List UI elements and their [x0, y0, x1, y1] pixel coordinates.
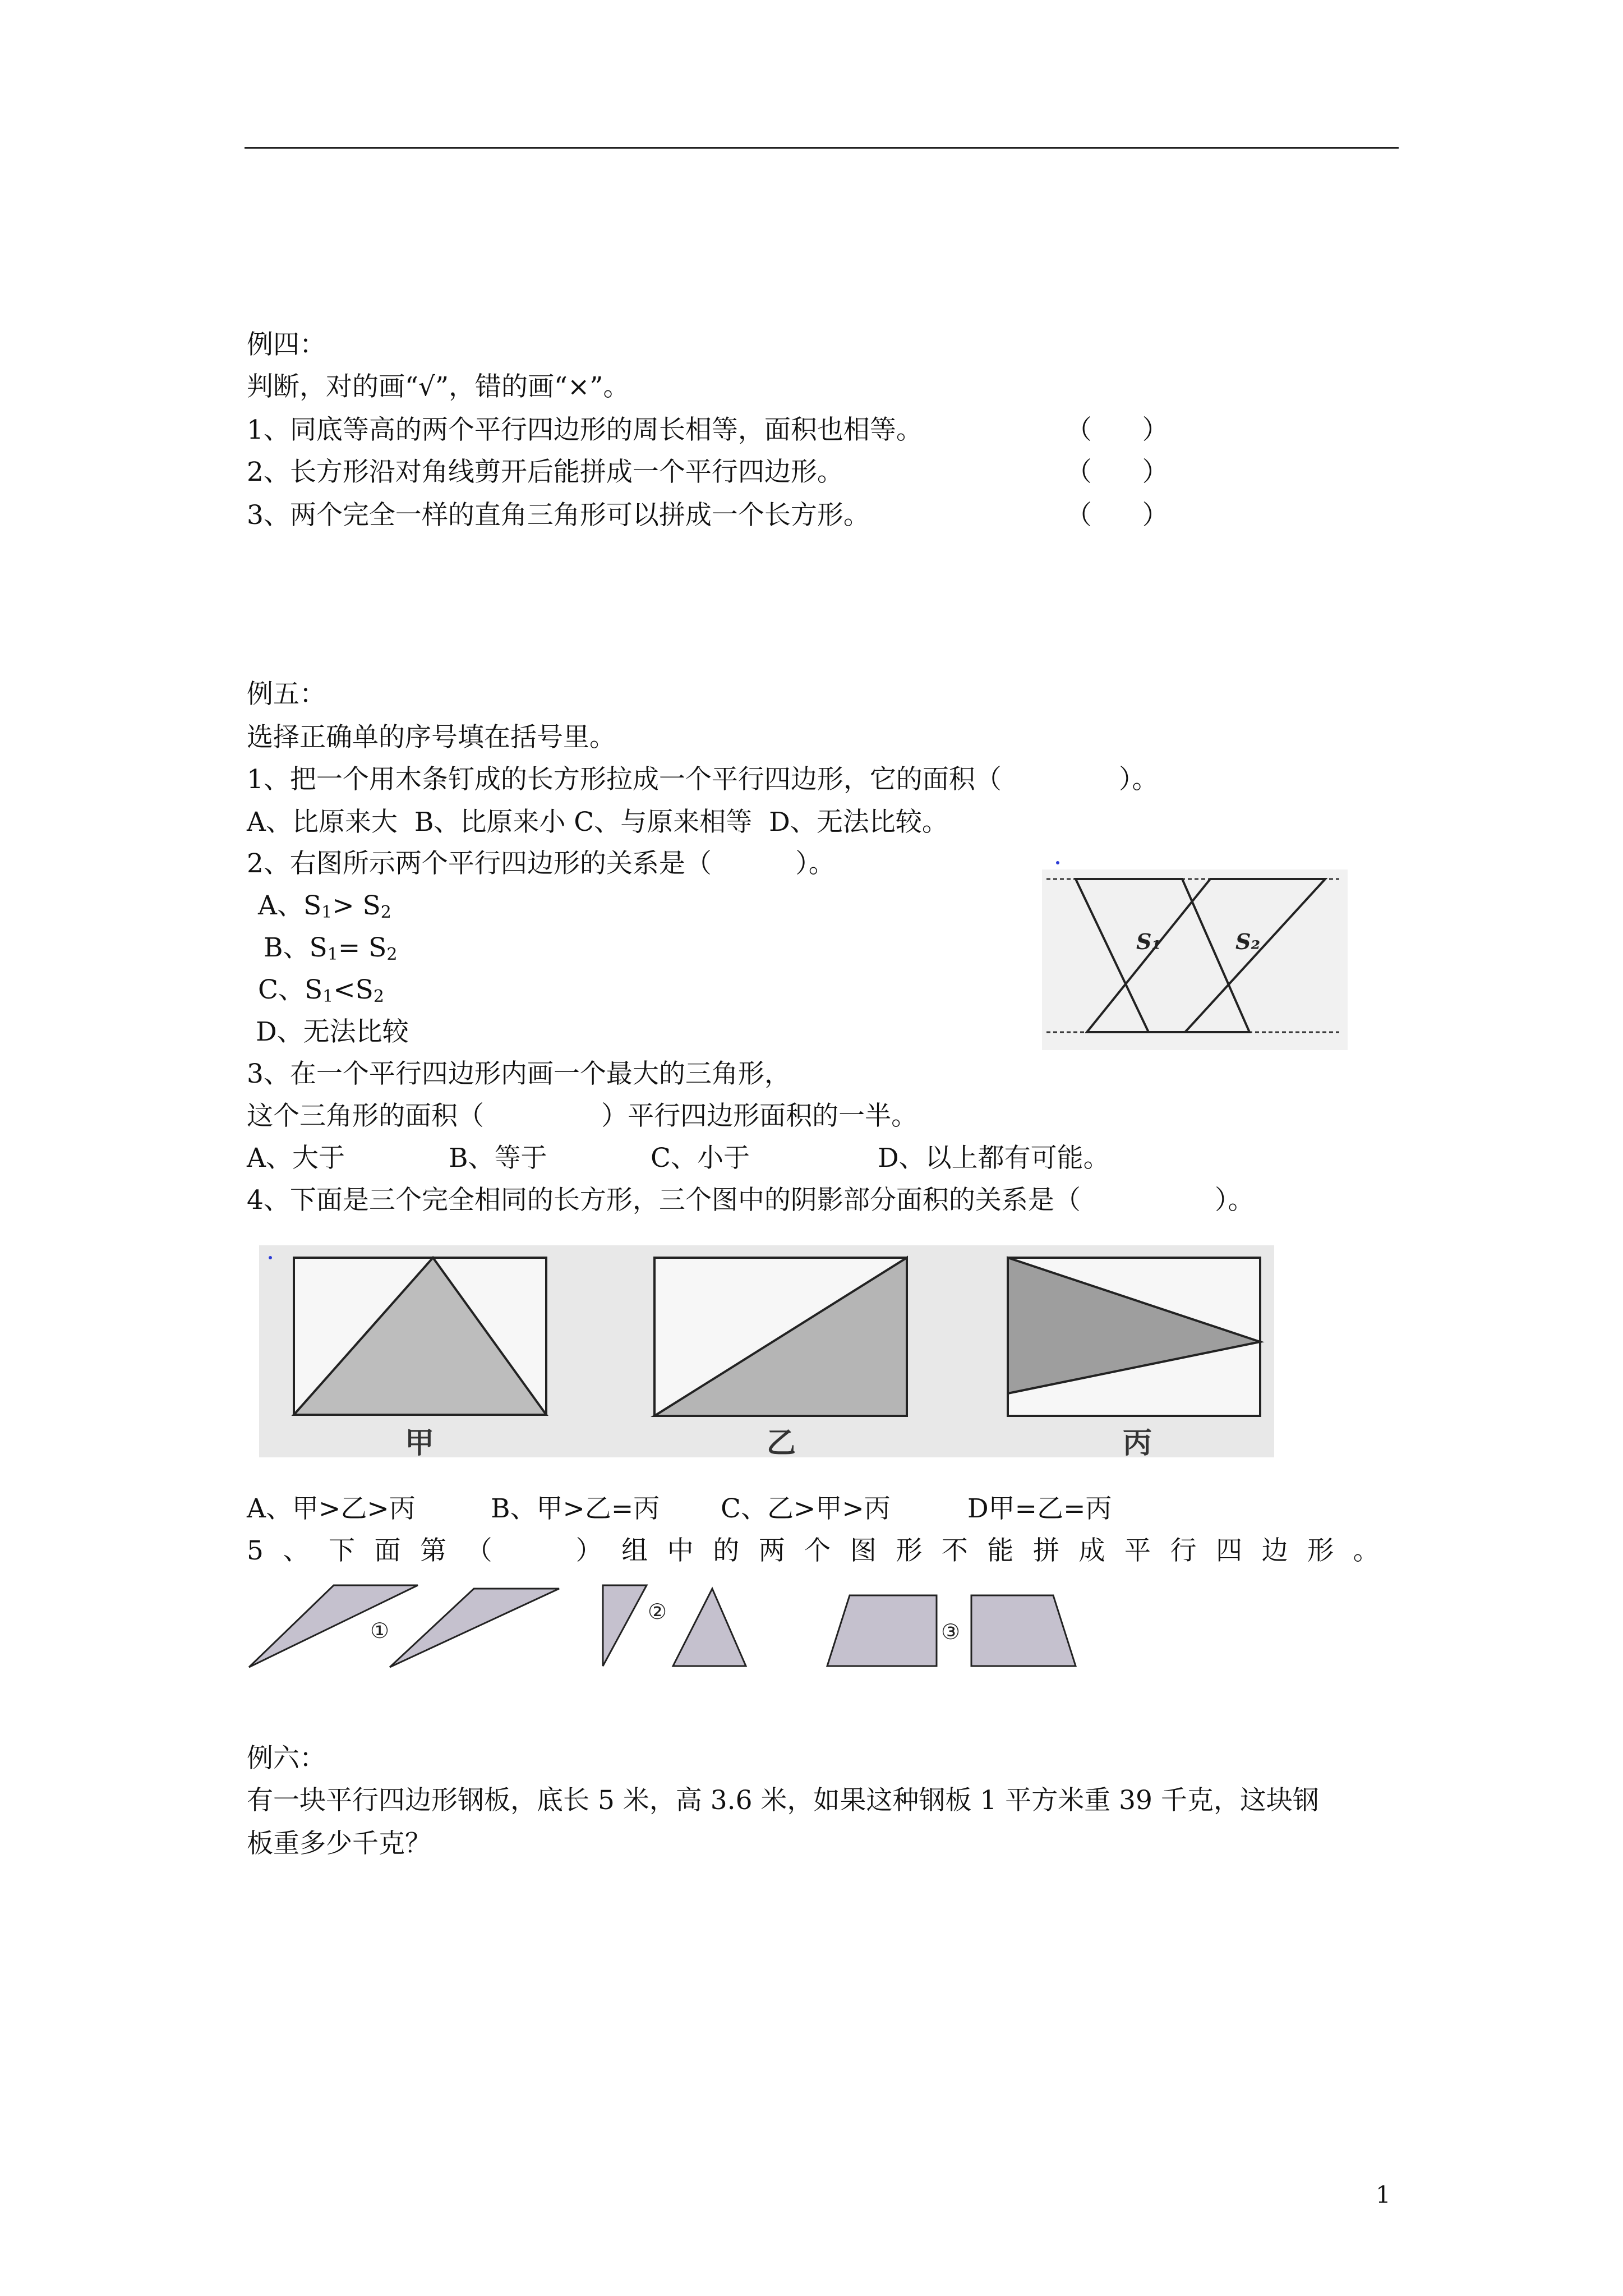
ex5-q5 [247, 1534, 1380, 1568]
q5-char: 、 [283, 1535, 310, 1566]
ex5-q4: 4、下面是三个完全相同的长方形，三个图中的阴影部分面积的关系是（ ）。 [247, 1185, 1255, 1216]
shape-3a [827, 1595, 937, 1666]
q5-shapes-figure [247, 1582, 1077, 1683]
q5-char: 面 [374, 1535, 401, 1566]
q5-char: 不 [941, 1535, 968, 1566]
ex5-q1: 1、把一个用木条钉成的长方形拉成一个平行四边形，它的面积（ ）。 [247, 764, 1159, 795]
ex5-q3-line1: 3、在一个平行四边形内画一个最大的三角形， [247, 1059, 791, 1089]
q5-char: 下 [328, 1535, 355, 1566]
ex5-q2-option-c: C、$S_1<S_2$ [258, 974, 384, 1006]
ex5-q3-option-d: D、以上都有可能。 [878, 1143, 1110, 1174]
q5-char: 个 [804, 1535, 831, 1566]
ex4-item-1-answer[interactable]: （ ） [1066, 415, 1169, 445]
q5-char: ） [575, 1535, 602, 1566]
blue-dot [1056, 861, 1059, 864]
page-number: 1 [1376, 2181, 1391, 2208]
ex5-q2-option-b: B、$S_1= S_2$ [264, 932, 398, 964]
ex4-item-3-answer[interactable]: （ ） [1066, 500, 1169, 531]
ex5-title: 例五： [247, 679, 326, 710]
mark-1: ① [370, 1618, 390, 1643]
mark-2: ② [648, 1599, 667, 1624]
header-rule [245, 147, 1399, 149]
ex5-q4-option-c: C、乙>甲>丙 [721, 1493, 891, 1524]
q5-char: 5 [247, 1535, 264, 1566]
q5-char: 平 [1124, 1535, 1151, 1566]
ex5-q2-option-d: D、无法比较 [256, 1016, 409, 1047]
ex4-item-3: 3、两个完全一样的直角三角形可以拼成一个长方形。 [247, 500, 870, 531]
ex5-q2: 2、右图所示两个平行四边形的关系是（ ）。 [247, 848, 835, 879]
q5-char: 边 [1261, 1535, 1288, 1566]
label-s2: S₂ [1235, 929, 1261, 954]
q5-char: 中 [667, 1535, 694, 1566]
ex4-item-2: 2、长方形沿对角线剪开后能拼成一个平行四边形。 [247, 457, 843, 487]
q5-char: 能 [987, 1535, 1014, 1566]
q5-char: 行 [1170, 1535, 1197, 1566]
shape-2a [603, 1585, 647, 1666]
ex6-line1: 有一块平行四边形钢板，底长 5 米，高 3.6 米，如果这种钢板 1 平方米重 39 千克，这块钢 [247, 1785, 1319, 1816]
ex4-item-1: 1、同底等高的两个平行四边形的周长相等，面积也相等。 [247, 415, 923, 445]
ex5-q1-options: A、比原来大 B、比原来小 C、与原来相等 D、无法比较。 [247, 807, 948, 838]
shape-1b [390, 1589, 559, 1667]
ex5-q3-option-a: A、大于 [247, 1143, 345, 1174]
ex6-line2: 板重多少千克？ [247, 1828, 431, 1859]
ex5-q4-option-b: B、甲>乙=丙 [491, 1493, 660, 1524]
q5-char: 形 [896, 1535, 923, 1566]
q5-answer-blank[interactable] [511, 1534, 556, 1568]
q5-char: 。 [1353, 1535, 1380, 1566]
ex4-item-2-answer[interactable]: （ ） [1066, 457, 1169, 487]
blue-dot [269, 1256, 272, 1259]
label-s1: S₁ [1136, 929, 1161, 954]
ex5-instruction: 选择正确单的序号填在括号里。 [247, 722, 616, 753]
shape-1a [249, 1585, 418, 1667]
q5-char: 第 [420, 1535, 447, 1566]
q5-char: 图 [850, 1535, 877, 1566]
q5-char: 形 [1307, 1535, 1334, 1566]
q5-char: 两 [758, 1535, 785, 1566]
q5-char: 的 [713, 1535, 740, 1566]
q5-char: 拼 [1032, 1535, 1059, 1566]
q5-char: 四 [1216, 1535, 1243, 1566]
ex6-title: 例六： [247, 1743, 326, 1774]
shape-3b [971, 1595, 1076, 1666]
ex5-q3-option-c: C、小于 [651, 1143, 750, 1174]
q5-char: 成 [1078, 1535, 1105, 1566]
q5-char: 组 [621, 1535, 648, 1566]
ex5-q4-option-d: D甲=乙=丙 [967, 1493, 1112, 1524]
shape-2b [673, 1589, 746, 1666]
ex4-title: 例四： [247, 329, 326, 360]
ex5-q3-line2: 这个三角形的面积（ ）平行四边形面积的一半。 [247, 1101, 918, 1131]
ex4-instruction: 判断，对的画“√”，错的画“×”。 [247, 371, 630, 402]
label-jia: 甲 [405, 1427, 435, 1458]
label-bing: 丙 [1123, 1427, 1152, 1458]
ex5-q4-option-a: A、甲>乙>丙 [247, 1493, 416, 1524]
ex5-q3-option-b: B、等于 [449, 1143, 547, 1174]
three-rectangles-figure [259, 1245, 1280, 1458]
mark-3: ③ [941, 1619, 961, 1644]
ex5-q2-option-a: A、$S_1> S_2$ [258, 890, 391, 922]
label-yi: 乙 [767, 1427, 796, 1458]
parallelogram-figure [1042, 859, 1356, 1050]
q5-char: （ [465, 1535, 492, 1566]
